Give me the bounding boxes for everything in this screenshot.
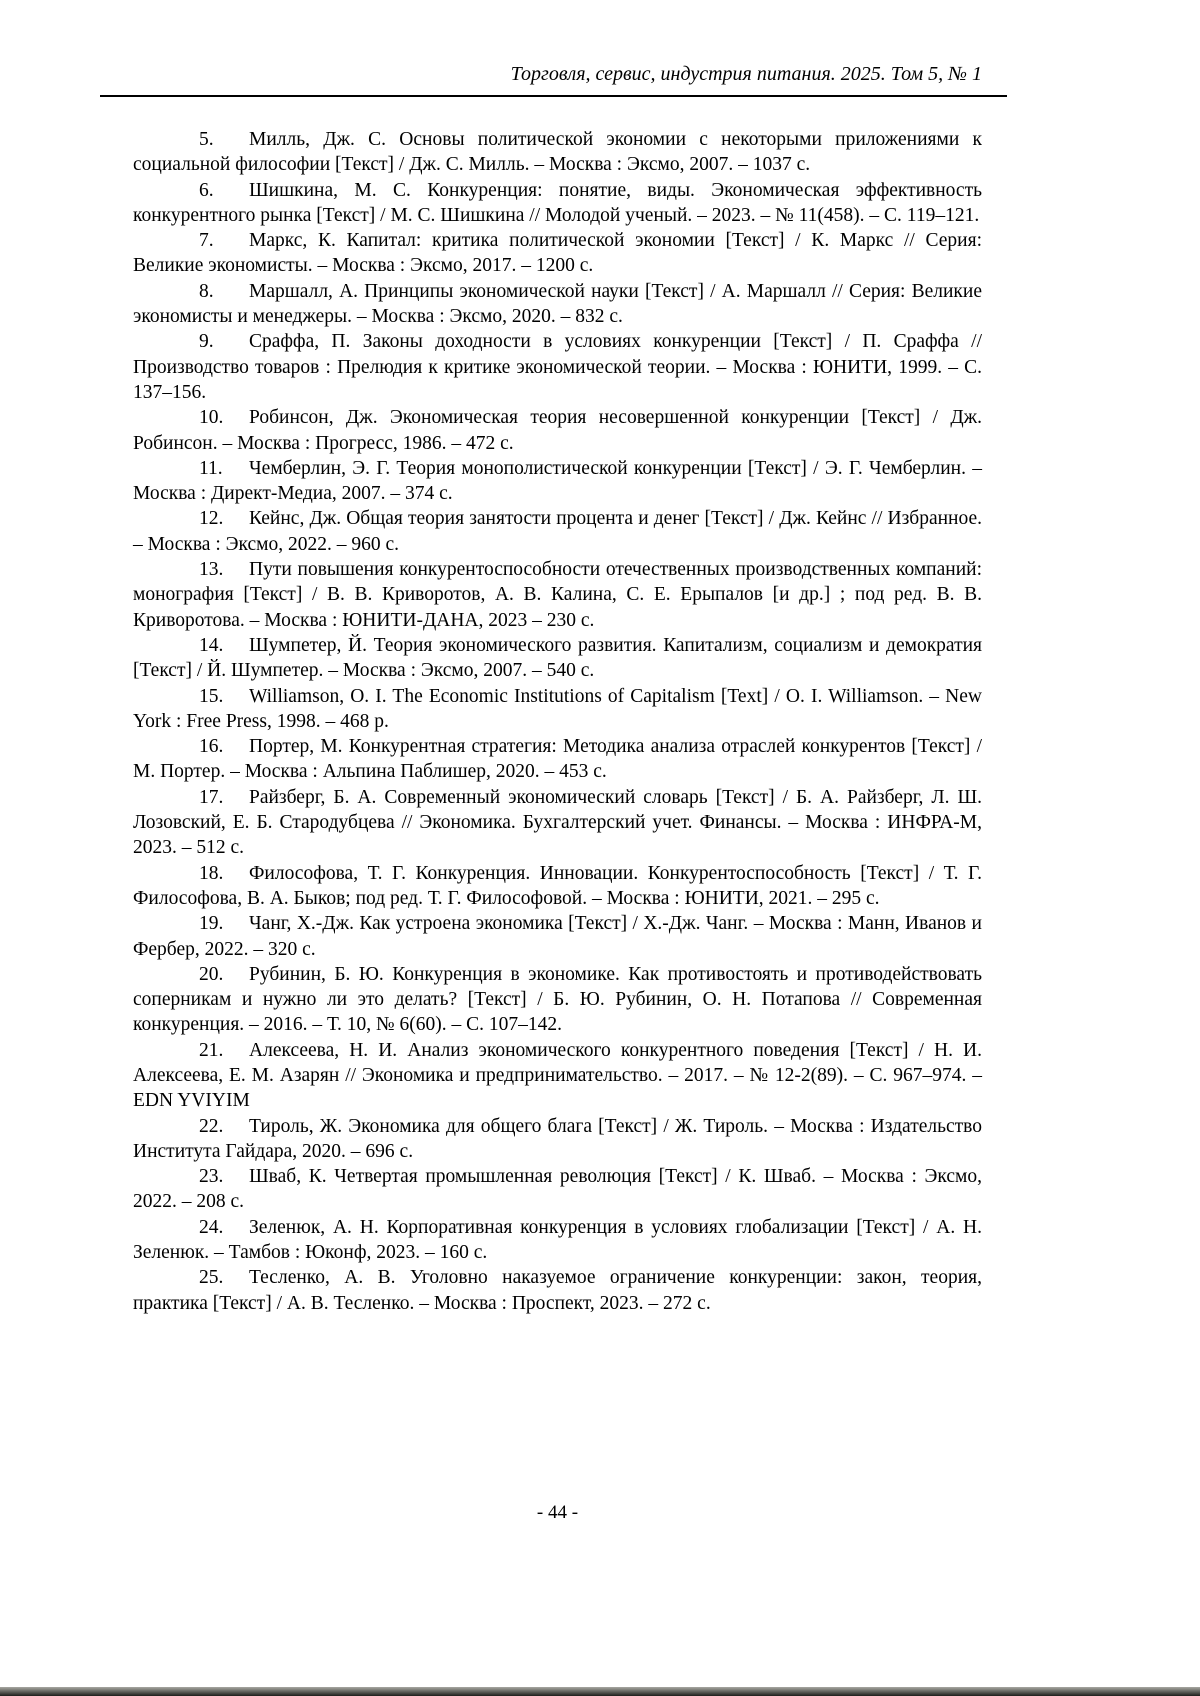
reference-item <box>133 785 982 861</box>
reference-text: Чемберлин, Э. Г. Теория монополистической конкуренции [Текст] / Э. Г. Чемберлин. – Москва : Директ-Медиа, 2007. – 374 с. <box>133 457 982 505</box>
reference-text: Шваб, К. Четвертая промышленная революция [Текст] / К. Шваб. – Москва : Эксмо, 2022. – 208 с. <box>133 1166 982 1213</box>
references-list <box>133 127 982 1316</box>
reference-number: 20. <box>199 963 224 985</box>
reference-text: Чанг, Х.-Дж. Как устроена экономика [Текст] / Х.-Дж. Чанг. – Москва : Манн, Иванов и Фербер, 2022. – 320 с. <box>133 913 982 960</box>
reference-item <box>133 456 982 507</box>
reference-item <box>133 557 982 633</box>
reference-number: 9. <box>199 331 214 353</box>
reference-text: Портер, М. Конкурентная стратегия: Методика анализа отраслей конкурентов [Текст] / М. Портер. – Москва : Альпина Паблишер, 2020. – 453 с. <box>133 736 982 783</box>
reference-number: 15. <box>199 685 224 707</box>
reference-number: 18. <box>199 862 224 884</box>
reference-text: Williamson, O. I. The Economic Institutions of Capitalism [Text] / O. I. Williamson. – New York : Free Press, 1998. – 468 p. <box>133 685 982 732</box>
reference-text: Шишкина, М. С. Конкуренция: понятие, виды. Экономическая эффективность конкурентного рынка [Текст] / М. С. Шишкина // Молодой ученый. – 2023. – № 11(458). – С. 119–121. <box>133 179 982 226</box>
reference-number: 14. <box>199 634 224 656</box>
reference-text: Рубинин, Б. Ю. Конкуренция в экономике. Как противостоять и противодействовать соперникам и нужно ли это делать? [Текст] / Б. Ю. Рубинин, О. Н. Потапова // Современная конкуренция. – 2016. – Т. 10, № 6(60). – С. 107–142. <box>133 963 982 1036</box>
page-header <box>0 0 1200 97</box>
reference-number: 13. <box>199 559 224 581</box>
page-footer <box>133 1502 982 1524</box>
reference-number: 23. <box>199 1166 224 1188</box>
reference-number: 21. <box>199 1039 224 1061</box>
reference-text: Райзберг, Б. А. Современный экономический словарь [Текст] / Б. А. Райзберг, Л. Ш. Лозовский, Е. Б. Стародубцева // Экономика. Бухгалтерский учет. Финансы. – Москва : ИНФРА-М, 2023. – 512 с. <box>133 786 982 859</box>
reference-text: Алексеева, Н. И. Анализ экономического конкурентного поведения [Текст] / Н. И. Алексеева, Е. М. Азарян // Экономика и предпринимательство. – 2017. – № 12-2(89). – С. 967–974. – EDN YVIYIM <box>133 1039 982 1112</box>
reference-item <box>133 405 982 456</box>
reference-number: 7. <box>199 230 214 252</box>
reference-text: Зеленюк, А. Н. Корпоративная конкуренция в условиях глобализации [Текст] / А. Н. Зеленюк. – Тамбов : Юконф, 2023. – 160 с. <box>133 1216 982 1264</box>
reference-number: 24. <box>199 1216 224 1238</box>
reference-number: 25. <box>199 1267 224 1289</box>
reference-number: 17. <box>199 786 224 808</box>
reference-text: Маркс, К. Капитал: критика политической экономии [Текст] / К. Маркс // Серия: Великие экономисты. – Москва : Эксмо, 2017. – 1200 с. <box>133 230 982 277</box>
reference-number: 16. <box>199 736 224 758</box>
reference-item <box>133 1215 982 1266</box>
reference-item <box>133 127 982 178</box>
reference-text: Пути повышения конкурентоспособности отечественных производственных компаний: монография [Текст] / В. В. Криворотов, А. В. Калина, С. Е. Ерыпалов [и др.] ; под ред. В. В. Криворотова. – Москва : ЮНИТИ-ДАНА, 2023 – 230 с. <box>133 559 982 631</box>
scan-edge-bottom <box>0 1687 1200 1696</box>
reference-item <box>133 734 982 785</box>
reference-text: Тироль, Ж. Экономика для общего блага [Текст] / Ж. Тироль. – Москва : Издательство Института Гайдара, 2020. – 696 с. <box>133 1115 982 1162</box>
page-number: - 44 - <box>536 1502 579 1523</box>
journal-title: Торговля, сервис, индустрия питания. 2025. Том 5, № 1 <box>510 63 982 85</box>
header-rule <box>100 95 1007 97</box>
reference-text: Тесленко, А. В. Уголовно наказуемое ограничение конкуренции: закон, теория, практика [Текст] / А. В. Тесленко. – Москва : Проспект, 2023. – 272 с. <box>133 1267 982 1314</box>
reference-number: 12. <box>199 508 224 530</box>
reference-item <box>133 506 982 557</box>
reference-number: 8. <box>199 280 214 302</box>
reference-text: Кейнс, Дж. Общая теория занятости процента и денег [Текст] / Дж. Кейнс // Избранное. – Москва : Эксмо, 2022. – 960 с. <box>133 508 982 555</box>
reference-item <box>133 1038 982 1114</box>
reference-item <box>133 684 982 735</box>
reference-number: 5. <box>199 129 214 150</box>
reference-text: Милль, Дж. С. Основы политической экономии с некоторыми приложениями к социальной философии [Текст] / Дж. С. Милль. – Москва : Эксмо, 2007. – 1037 с. <box>133 129 982 176</box>
reference-text: Маршалл, А. Принципы экономической науки [Текст] / А. Маршалл // Серия: Великие экономисты и менеджеры. – Москва : Эксмо, 2020. – 832 с. <box>133 280 982 328</box>
reference-item <box>133 228 982 279</box>
reference-text: Сраффа, П. Законы доходности в условиях конкуренции [Текст] / П. Сраффа // Производство товаров : Прелюдия к критике экономической теории. – Москва : ЮНИТИ, 1999. – С. 137–156. <box>133 331 982 403</box>
reference-item <box>133 1164 982 1215</box>
reference-text: Философова, Т. Г. Конкуренция. Инновации. Конкурентоспособность [Текст] / Т. Г. Философова, В. А. Быков; под ред. Т. Г. Философовой. – Москва : ЮНИТИ, 2021. – 295 с. <box>133 862 982 909</box>
reference-item <box>133 329 982 405</box>
reference-item <box>133 1265 982 1316</box>
reference-text: Шумпетер, Й. Теория экономического развития. Капитализм, социализм и демократия [Текст] / Й. Шумпетер. – Москва : Эксмо, 2007. – 540 с. <box>133 634 982 682</box>
reference-number: 10. <box>199 407 224 429</box>
reference-number: 19. <box>199 913 224 935</box>
reference-item <box>133 279 982 330</box>
reference-item <box>133 962 982 1038</box>
reference-text: Робинсон, Дж. Экономическая теория несовершенной конкуренции [Текст] / Дж. Робинсон. – Москва : Прогресс, 1986. – 472 с. <box>133 407 982 454</box>
reference-number: 11. <box>199 457 223 479</box>
reference-item <box>133 178 982 229</box>
reference-item <box>133 633 982 684</box>
reference-item <box>133 1114 982 1165</box>
reference-item <box>133 861 982 912</box>
reference-number: 22. <box>199 1115 224 1137</box>
reference-item <box>133 911 982 962</box>
reference-number: 6. <box>199 179 214 201</box>
